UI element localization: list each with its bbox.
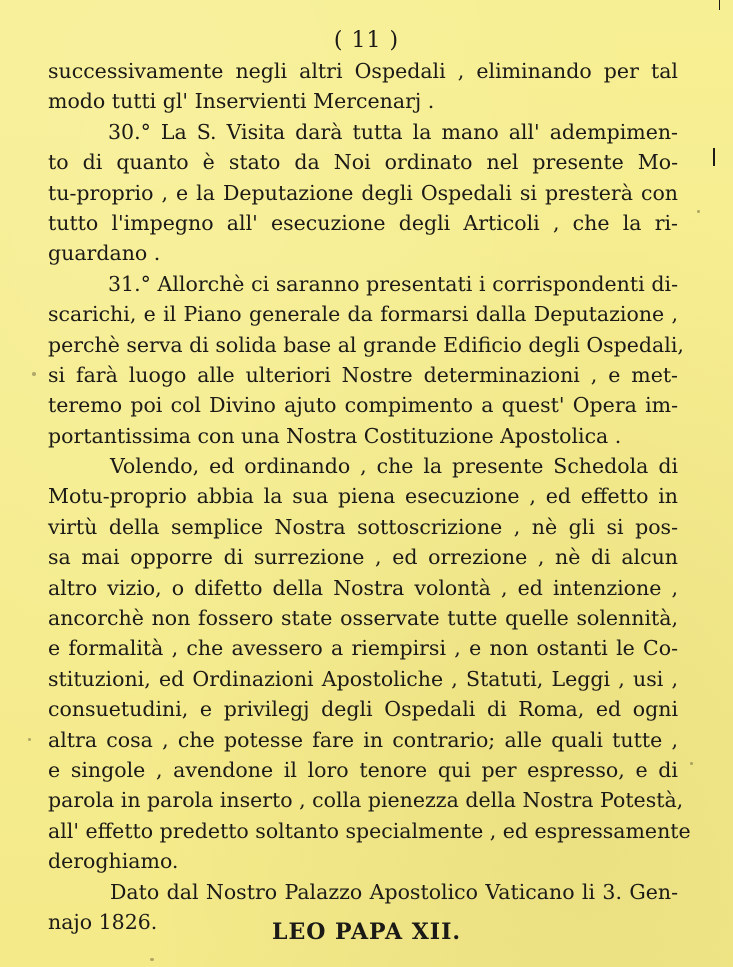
text-line: e formalità , che avessero a riempirsi , e non ostanti le Co- bbox=[48, 636, 678, 661]
page-number-header: ( 11 ) bbox=[333, 28, 400, 53]
paper-speck bbox=[697, 210, 700, 213]
text-line: successivamente negli altri Ospedali , eliminando per tal bbox=[48, 59, 678, 83]
text-line: tutto l'impegno all' esecuzione degli Articoli , che la ri- bbox=[48, 210, 678, 235]
text-line: scarichi, e il Piano generale da formarsi dalla Deputazione , bbox=[48, 302, 678, 327]
text-line: altro vizio, o difetto della Nostra volontà , ed intenzione , bbox=[48, 575, 678, 600]
paper-speck bbox=[690, 762, 693, 765]
paper-speck bbox=[28, 738, 31, 741]
article-31-line: 31.° Allorchè ci saranno presentati i corrispondenti di- bbox=[108, 271, 678, 296]
text-line: parola in parola inserto , colla pienezza della Nostra Potestà, bbox=[48, 788, 684, 813]
text-line: stituzioni, ed Ordinazioni Apostoliche , Statuti, Leggi , usi , bbox=[48, 666, 678, 691]
text-line: ancorchè non fossero state osservate tutte quelle solennità, bbox=[48, 606, 678, 631]
paper-speck bbox=[150, 958, 154, 961]
date-line: Dato dal Nostro Palazzo Apostolico Vaticano li 3. Gen- bbox=[110, 879, 678, 904]
text-line: guardano . bbox=[48, 241, 161, 266]
margin-mark bbox=[719, 0, 720, 10]
text-line: si farà luogo alle ulteriori Nostre determinazioni , e met- bbox=[48, 362, 678, 387]
papal-signature: LEO PAPA XII. bbox=[271, 919, 462, 945]
text-line: modo tutti gl' Inservienti Mercenarj . bbox=[48, 89, 435, 114]
body-text bbox=[48, 56, 691, 937]
text-line: e singole , avendone il loro tenore qui per espresso, e di bbox=[48, 757, 678, 782]
text-line: sa mai opporre di surrezione , ed orrezione , nè di alcun bbox=[48, 545, 678, 570]
text-line: portantissima con una Nostra Costituzione Apostolica . bbox=[48, 423, 622, 448]
text-line: deroghiamo. bbox=[48, 849, 179, 874]
text-line: consuetudini, e privilegj degli Ospedali di Roma, ed ogni bbox=[48, 697, 678, 722]
article-30-line: 30.° La S. Visita darà tutta la mano all' adempimen- bbox=[108, 119, 678, 144]
text-line: all' effetto predetto soltanto specialmente , ed espressamente bbox=[48, 818, 691, 843]
text-line: perchè serva di solida base al grande Edificio degli Ospedali, bbox=[48, 332, 684, 357]
margin-mark bbox=[713, 148, 715, 166]
text-line: altra cosa , che potesse fare in contrario; alle quali tutte , bbox=[48, 727, 678, 752]
paragraph-start-line: Volendo, ed ordinando , che la presente Schedola di bbox=[110, 454, 678, 479]
text-line: virtù della semplice Nostra sottoscrizione , nè gli si pos- bbox=[48, 514, 678, 539]
paper-speck bbox=[32, 372, 36, 376]
text-line: to di quanto è stato da Noi ordinato nel presente Mo- bbox=[48, 150, 678, 175]
date-line: najo 1826. bbox=[48, 909, 158, 934]
text-line: Motu-proprio abbia la sua piena esecuzione , ed effetto in bbox=[48, 484, 678, 509]
text-line: teremo poi col Divino ajuto compimento a quest' Opera im- bbox=[48, 393, 678, 418]
text-line: tu-proprio , e la Deputazione degli Ospedali si presterà con bbox=[48, 180, 678, 205]
